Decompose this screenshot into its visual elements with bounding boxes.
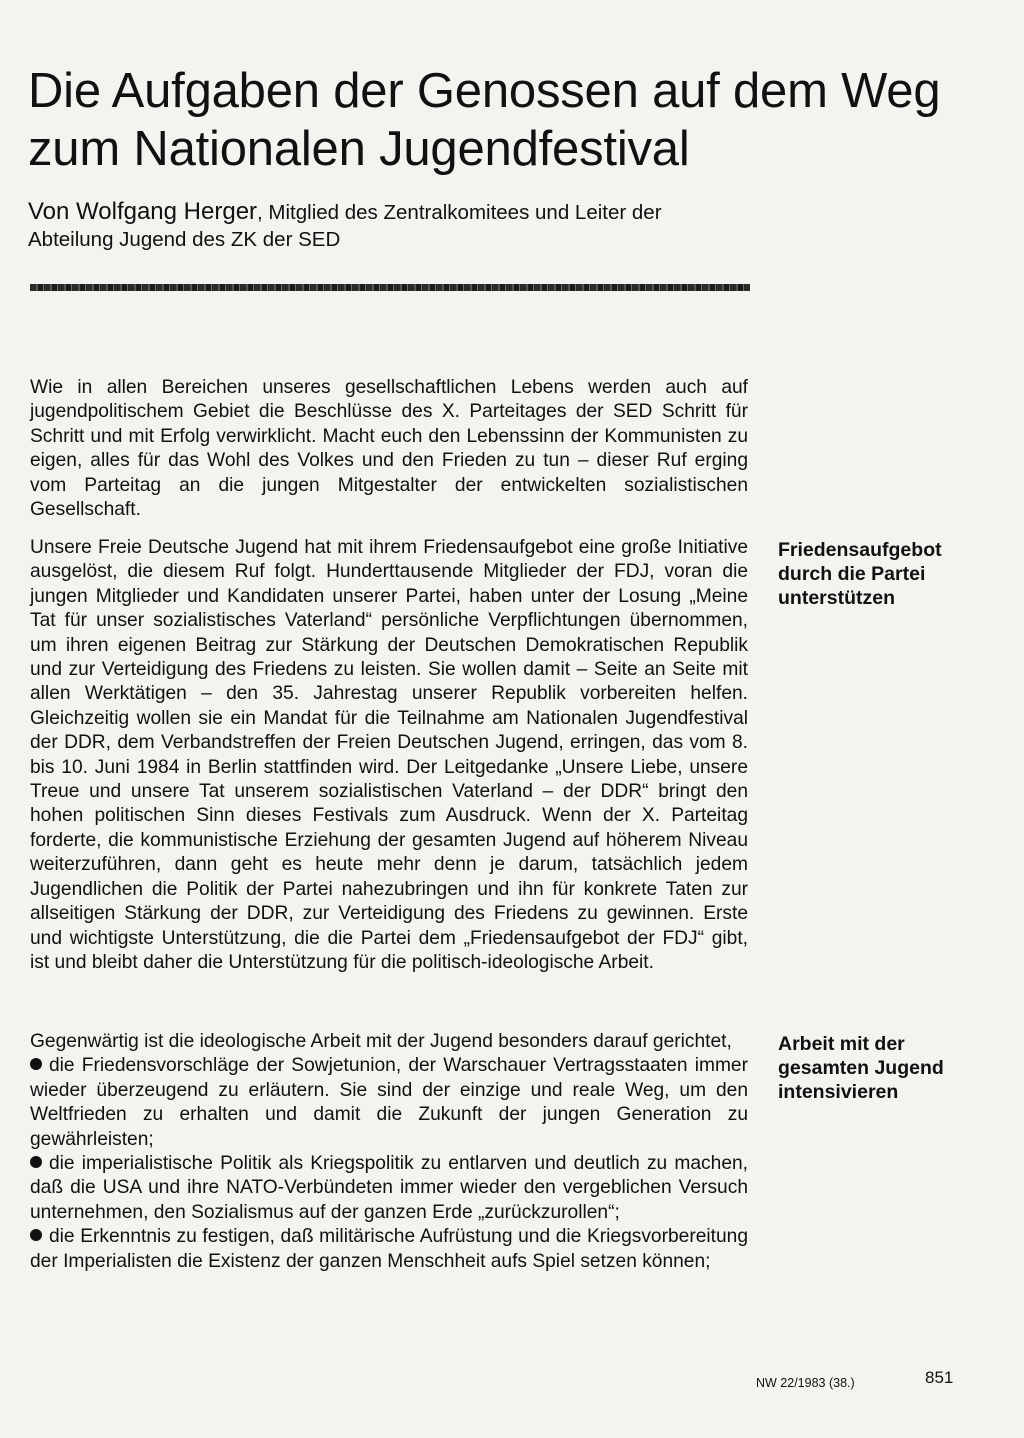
- issue-reference: NW 22/1983 (38.): [756, 1376, 855, 1390]
- bullet-item: die imperialistische Politik als Kriegspolitik zu entlarven und deutlich zu machen, daß die USA und ihre NATO-Verbündeten immer wieder den vergeblichen Versuch unternehmen, den Sozialismus auf der ganzen Erde „zurückzurollen“;: [30, 1152, 748, 1225]
- byline-role: , Mitglied des Zentralkomitees und Leiter der Abteilung Jugend des ZK der SED: [28, 201, 662, 251]
- paragraph-ideological-work: [30, 1030, 748, 1274]
- bullet-item: die Friedensvorschläge der Sowjetunion, der Warschauer Vertragsstaaten immer wieder überzeugend zu erläutern. Sie sind der einzige und reale Weg, um den Weltfrieden zu erhalten und damit die Zukunft der jungen Generation zu gewährleisten;: [30, 1054, 748, 1152]
- title-rule: [30, 284, 750, 291]
- byline-author: Von Wolfgang Herger: [28, 198, 258, 225]
- side-heading-jugend: Arbeit mit der gesamten Jugend intensivieren: [778, 1033, 944, 1103]
- bullet-item: die Erkenntnis zu festigen, daß militärische Aufrüstung und die Kriegsvorbereitung der Imperialisten die Existenz der ganzen Menschheit aufs Spiel setzen können;: [30, 1225, 748, 1274]
- paragraph-lead: Gegenwärtig ist die ideologische Arbeit mit der Jugend besonders darauf gerichtet,: [30, 1031, 732, 1052]
- paragraph-intro: Wie in allen Bereichen unseres gesellschaftlichen Lebens werden auch auf jugendpolitischem Gebiet die Beschlüsse des X. Parteitages der SED Schritt für Schritt und mit Erfolg verwirklicht. Macht euch den Lebenssinn der Kommunisten zu eigen, alles für das Wohl des Volkes und den Frieden zu tun – dieser Ruf erging vom Parteitag an die jungen Mitgestalter der entwickelten sozialistischen Gesellschaft.: [30, 377, 748, 521]
- byline: [28, 198, 748, 253]
- paragraph-friedensaufgebot: Unsere Freie Deutsche Jugend hat mit ihrem Friedensaufgebot eine große Initiative ausgelöst, die diesem Ruf folgt. Hunderttausende Mitglieder der FDJ, voran die jungen Mitglieder und Kandidaten unserer Partei, haben unter der Losung „Meine Tat für unser sozialistisches Vaterland“ persönliche Verpflichtungen übernommen, um ihren eigenen Beitrag zur Stärkung der Deutschen Demokratischen Republik und zur Verteidigung des Friedens zu leisten. Sie wollen damit – Seite an Seite mit allen Werktätigen – den 35. Jahrestag unserer Republik vorbereiten helfen. Gleichzeitig wollen sie ein Mandat für die Teilnahme am Nationalen Jugendfestival der DDR, dem Verbandstreffen der Freien Deutschen Jugend, erringen, das vom 8. bis 10. Juni 1984 in Berlin stattfinden wird. Der Leitgedanke „Unsere Liebe, unsere Treue und unsere Tat unserem sozialistischen Vaterland – der DDR“ bringt den hohen politischen Sinn dieses Festivals zum Ausdruck. Wenn der X. Parteitag forderte, die kommunistische Erziehung der gesamten Jugend auf höherem Niveau weiterzuführen, dann geht es heute mehr denn je darum, tatsächlich jedem Jugendlichen die Politik der Partei nahezubringen und ihn für konkrete Taten zur allseitigen Stärkung der DDR, zur Verteidigung des Friedens zu gewinnen. Erste und wichtigste Unterstützung, die die Partei dem „Friedensaufgebot der FDJ“ gibt, ist und bleibt daher die Unterstützung für die politisch-ideologische Arbeit.: [30, 537, 748, 973]
- side-heading-friedensaufgebot: Friedensaufgebot durch die Partei unterstützen: [778, 539, 942, 609]
- article-title: Die Aufgaben der Genossen auf dem Weg zum Nationalen Jugendfestival: [28, 64, 941, 176]
- page-number: 851: [925, 1368, 954, 1387]
